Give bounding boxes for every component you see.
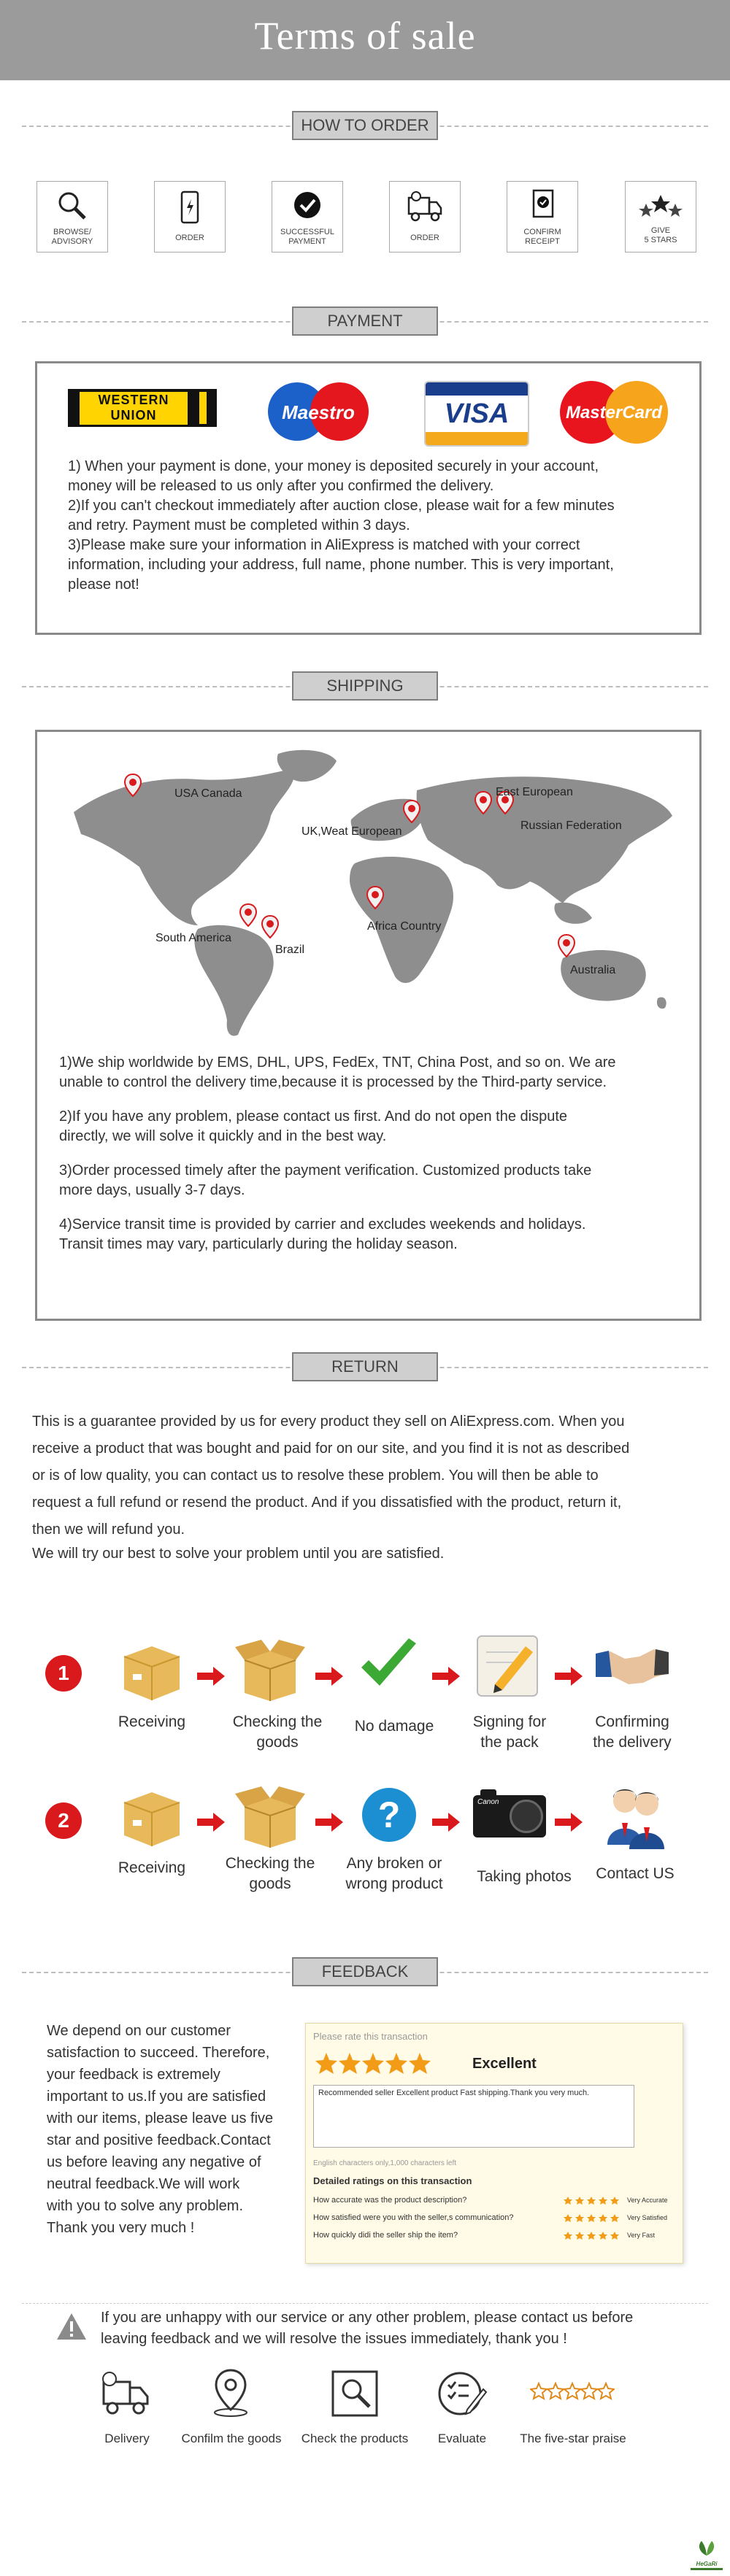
how-to-order-heading: HOW TO ORDER (292, 111, 438, 140)
detail-answer: Very Satisfied (627, 2214, 668, 2221)
warning-icon (55, 2312, 88, 2341)
payment-line: money will be released to us only after you confirmed the delivery. (68, 478, 494, 494)
payment-heading: PAYMENT (292, 306, 438, 336)
map-label-africa-country: Africa Country (367, 920, 442, 933)
brand-watermark (689, 2540, 724, 2572)
step-label-line1: GIVE (650, 226, 671, 235)
comment-textarea[interactable]: Recommended seller Excellent product Fast shipping.Thank you very much. (313, 2085, 634, 2148)
western-union-text-1: WESTERN (98, 393, 169, 407)
rating-box (305, 2023, 683, 2264)
leaf-logo-icon (696, 2540, 718, 2557)
step-browse (36, 181, 108, 252)
step-label-line1: SUCCESSFUL (280, 228, 334, 236)
location-pin-icon (239, 903, 258, 928)
return-line: then we will refund you. (32, 1522, 185, 1538)
location-pin-icon (402, 799, 421, 824)
map-label-russian-federation: Russian Federation (520, 820, 622, 832)
step-label-line2: PAYMENT (288, 237, 326, 246)
page-banner (0, 0, 730, 80)
return-heading: RETURN (292, 1352, 438, 1381)
location-pin-icon (261, 914, 280, 939)
flow1-step-label: Confirming the delivery (593, 1713, 672, 1751)
notice-line: If you are unhappy with our service or any other problem, please contact us before (101, 2310, 634, 2326)
truck-icon (99, 2369, 155, 2420)
checkmark-circle-icon (289, 189, 326, 221)
map-label-australia: Australia (570, 964, 616, 976)
location-pin-icon (366, 885, 385, 910)
bottom-step-label: Check the products (301, 2432, 409, 2445)
detail-question: How accurate was the product description? (313, 2196, 467, 2205)
step-label-line1: BROWSE/ (53, 228, 91, 236)
bottom-step-label: Confilm the goods (181, 2432, 282, 2445)
arrow-right-icon (197, 1667, 225, 1686)
visa-text: VISA (444, 398, 510, 429)
rating-word: Excellent (472, 2056, 537, 2072)
step-label-line2: 5 STARS (644, 236, 677, 244)
open-box-icon (234, 1778, 307, 1851)
step-give-stars (625, 181, 696, 252)
western-union-text-2: UNION (110, 408, 157, 423)
checkmark-icon (358, 1635, 420, 1697)
mastercard-logo (556, 379, 672, 447)
char-note: English characters only,1,000 characters left (313, 2159, 457, 2167)
flow2-step-label: Checking the goods (225, 1855, 315, 1892)
stars-icon (637, 189, 684, 221)
bottom-step-label: The five-star praise (520, 2432, 626, 2445)
location-pin-icon (123, 773, 142, 798)
page-title: Terms of sale (254, 14, 476, 58)
notice-text (101, 2307, 714, 2350)
shipping-terms (59, 1053, 687, 1254)
feedback-line: with you to solve any problem. (47, 2198, 244, 2214)
rating-header: Please rate this transaction (313, 2031, 428, 2042)
phone-icon (172, 189, 208, 227)
arrow-right-icon (197, 1813, 225, 1832)
map-label-usa-canada: USA Canada (174, 787, 242, 800)
step-order (154, 181, 226, 252)
shipping-line: 3)Order processed timely after the payment verification. Customized products take (59, 1162, 592, 1179)
feedback-line: us before leaving any negative of (47, 2154, 261, 2170)
shipping-line: unable to control the delivery time,because it is processed by the Third-party service. (59, 1074, 607, 1090)
step-label-line2: RECEIPT (525, 237, 560, 246)
mastercard-text: MasterCard (565, 403, 663, 423)
payment-line: 2)If you can't checkout immediately after auction close, please wait for a few minutes (68, 498, 615, 514)
step-shipping (389, 181, 461, 252)
flow2-step-label: Receiving (118, 1859, 186, 1876)
flow1-step-label: Checking the goods (232, 1713, 323, 1751)
arrow-right-icon (315, 1667, 343, 1686)
feedback-heading: FEEDBACK (292, 1957, 438, 1986)
location-pin-icon (474, 790, 493, 815)
step-payment (272, 181, 343, 252)
open-box-icon (234, 1631, 307, 1704)
map-label-south-america: South America (155, 932, 232, 944)
return-line: or is of low quality, you can contact us to resolve these problem. You will then be able to (32, 1468, 599, 1484)
flow1-step-label: No damage (354, 1718, 434, 1735)
shipping-heading: SHIPPING (292, 671, 438, 701)
checklist-icon (435, 2367, 488, 2420)
feedback-line: We depend on our customer (47, 2023, 231, 2039)
watermark-text: HeGaRi (696, 2561, 718, 2567)
location-pin-icon (209, 2367, 253, 2420)
payment-line: 1) When your payment is done, your money is deposited securely in your account, (68, 458, 599, 474)
step-confirm (507, 181, 578, 252)
return-policy (32, 1408, 711, 1564)
payment-line: 3)Please make sure your information in AliExpress is matched with your correct (68, 537, 580, 553)
visa-logo (424, 381, 529, 447)
bottom-step-label: Delivery (104, 2432, 150, 2445)
map-label-brazil: Brazil (275, 944, 305, 956)
feedback-line: important to us.If you are satisfied (47, 2089, 266, 2105)
arrow-right-icon (315, 1813, 343, 1832)
return-line: receive a product that was bought and paid for on our site, and you find it is not as described (32, 1441, 630, 1457)
feedback-line: satisfaction to succeed. Therefore, (47, 2045, 270, 2061)
map-label-east-european: East European (496, 786, 573, 798)
flow1-step-label: Receiving (118, 1713, 186, 1730)
five-star-icon (530, 2382, 615, 2402)
detail-question: How satisfied were you with the seller,s communication? (313, 2213, 514, 2222)
document-check-icon (524, 189, 561, 221)
box-icon (117, 1781, 186, 1850)
detail-question: How quickly didi the seller ship the item? (313, 2231, 458, 2240)
camera-brand-text: Canon (477, 1798, 499, 1806)
payment-box (35, 361, 702, 635)
location-pin-icon (557, 933, 576, 958)
feedback-line: neutral feedback.We will work (47, 2176, 240, 2192)
map-label-uk-west-european: UK,Weat European (301, 825, 402, 838)
arrow-right-icon (432, 1667, 460, 1686)
notice-line: leaving feedback and we will resolve the issues immediately, thank you ! (101, 2331, 567, 2347)
feedback-line: star and positive feedback.Contact (47, 2132, 271, 2148)
flow-number-1: 1 (45, 1655, 82, 1692)
arrow-right-icon (432, 1813, 460, 1832)
payment-line: information, including your address, full name, phone number. This is very important, (68, 557, 614, 573)
handshake-icon (596, 1640, 669, 1692)
payment-line: please not! (68, 576, 139, 593)
feedback-line: Thank you very much ! (47, 2220, 195, 2236)
pen-paper-icon (474, 1633, 540, 1699)
flow2-step-label: Contact US (596, 1865, 675, 1882)
shipping-line: 1)We ship worldwide by EMS, DHL, UPS, FedEx, TNT, China Post, and so on. We are (59, 1054, 616, 1071)
return-line: request a full refund or resend the product. And if you dissatisfied with the product, return it, (32, 1495, 622, 1511)
arrow-right-icon (555, 1813, 583, 1832)
magnifier-icon (54, 189, 91, 221)
notice-divider (22, 2303, 708, 2304)
rating-stars[interactable] (315, 2051, 428, 2076)
shipping-line: 2)If you have any problem, please contact us first. And do not open the dispute (59, 1108, 567, 1125)
question-icon: ? (362, 1788, 416, 1842)
payment-terms (68, 457, 681, 595)
bottom-step-label: Evaluate (437, 2432, 487, 2445)
payment-line: and retry. Payment must be completed within 3 days. (68, 517, 410, 533)
flow1-step-label: Signing for the pack (472, 1713, 547, 1751)
step-label-line1: CONFIRM (523, 228, 561, 236)
feedback-text (47, 2020, 310, 2239)
maestro-text: Maestro (282, 401, 355, 423)
western-union-logo (68, 389, 217, 427)
flow-number-2: 2 (45, 1802, 82, 1839)
support-people-icon (603, 1779, 669, 1852)
step-label-line1: ORDER (410, 234, 439, 242)
shipping-line: Transit times may vary, particularly during the holiday season. (59, 1236, 458, 1252)
five-star-icon (563, 2213, 623, 2224)
box-icon (117, 1635, 186, 1704)
five-star-icon (563, 2196, 623, 2206)
flow2-step-label: Taking photos (477, 1868, 572, 1885)
five-star-icon (563, 2231, 623, 2241)
step-label-line2: ADVISORY (51, 237, 93, 246)
shipping-line: directly, we will solve it quickly and in the best way. (59, 1128, 387, 1144)
shipping-line: more days, usually 3-7 days. (59, 1182, 245, 1198)
maestro-logo (264, 379, 373, 444)
detail-answer: Very Fast (627, 2232, 656, 2239)
arrow-right-icon (555, 1667, 583, 1686)
detail-answer: Very Accurate (627, 2197, 668, 2204)
return-line: We will try our best to solve your problem until you are satisfied. (32, 1546, 445, 1562)
camera-icon (473, 1786, 546, 1839)
return-line: This is a guarantee provided by us for every product they sell on AliExpress.com. When you (32, 1414, 625, 1430)
feedback-line: your feedback is extremely (47, 2067, 220, 2083)
truck-icon (404, 189, 445, 227)
detail-title: Detailed ratings on this transaction (313, 2175, 472, 2186)
magnifier-icon (330, 2369, 380, 2418)
five-star-icon (315, 2051, 431, 2076)
shipping-line: 4)Service transit time is provided by carrier and excludes weekends and holidays. (59, 1216, 586, 1233)
flow2-step-label: Any broken or wrong product (345, 1855, 443, 1892)
shipping-box (35, 730, 702, 1321)
step-label-line1: ORDER (175, 234, 204, 242)
feedback-line: with our items, please leave us five (47, 2110, 274, 2126)
